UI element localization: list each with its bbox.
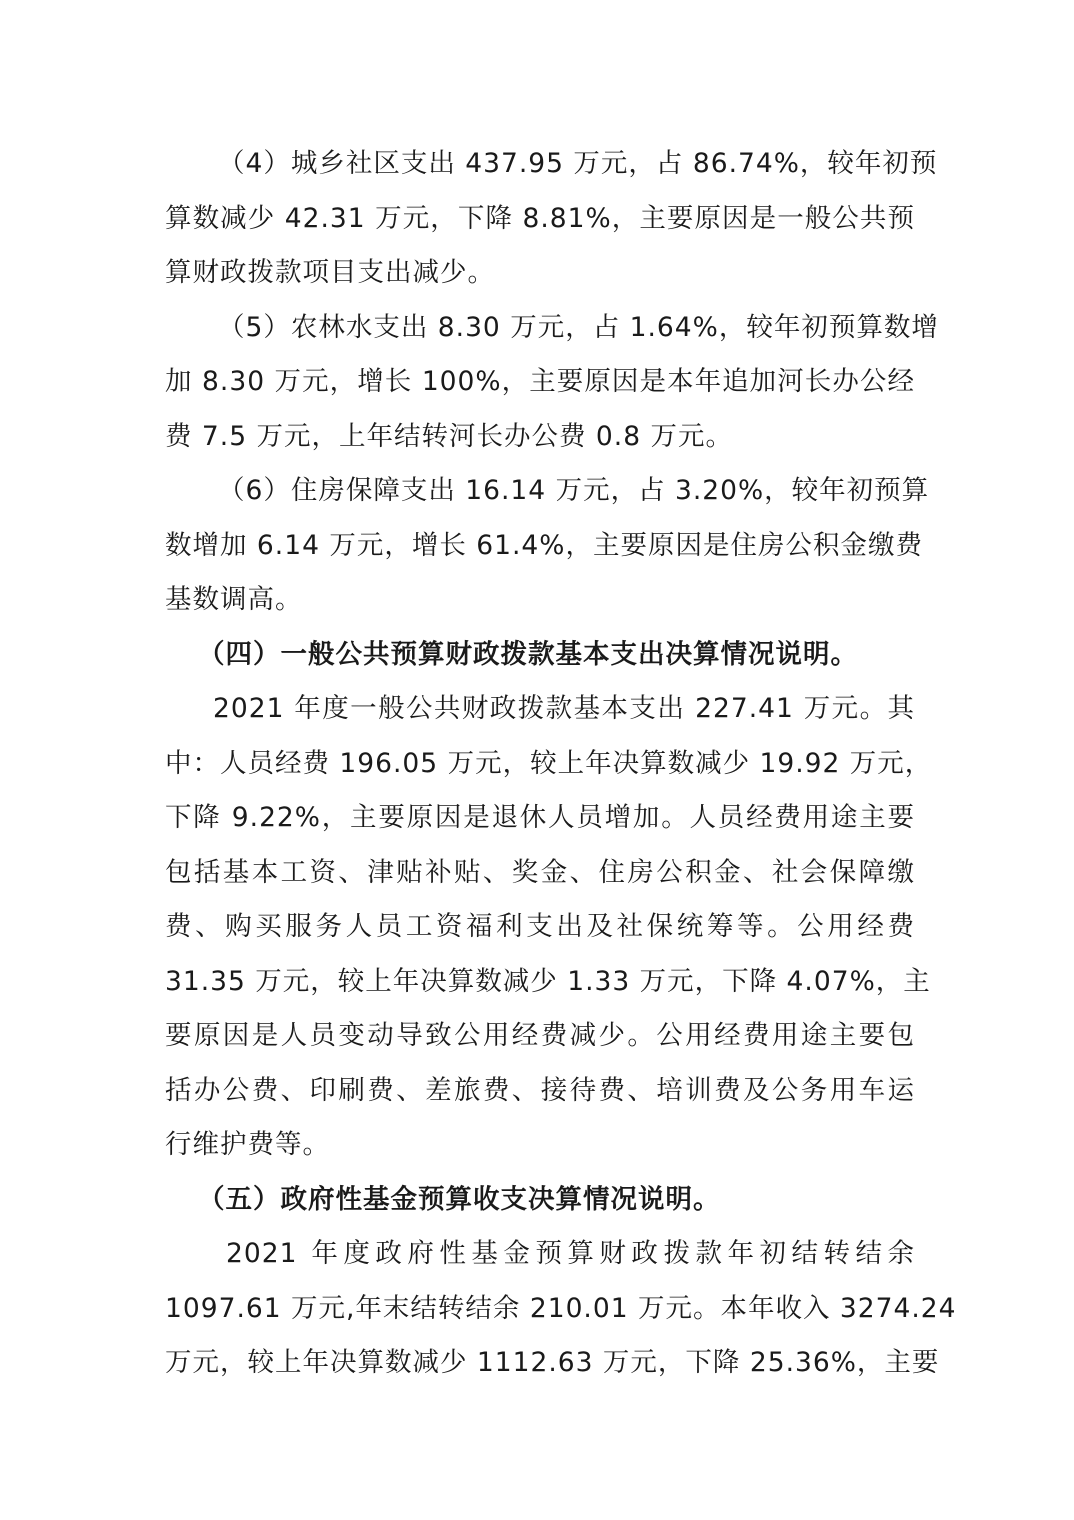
paragraph-line: 数增加 6.14 万元，增长 61.4%，主要原因是住房公积金缴费: [165, 530, 923, 561]
paragraph-line: 下降 9.22%，主要原因是退休人员增加。人员经费用途主要: [165, 802, 915, 833]
paragraph-line: 加 8.30 万元，增长 100%，主要原因是本年追加河长办公经: [165, 366, 915, 397]
paragraph-line: 中：人员经费 196.05 万元，较上年决算数减少 19.92 万元，: [165, 748, 933, 779]
paragraph-line: （6）住房保障支出 16.14 万元，占 3.20%，较年初预算: [218, 475, 930, 506]
paragraph-line: 基数调高。: [165, 584, 303, 615]
paragraph-line: 万元，较上年决算数减少 1112.63 万元，下降 25.36%，主要: [165, 1347, 940, 1378]
paragraph-line: （4）城乡社区支出 437.95 万元，占 86.74%，较年初预: [218, 148, 938, 179]
section-heading: （五）政府性基金预算收支决算情况说明。: [198, 1184, 721, 1215]
section-heading: （四）一般公共预算财政拨款基本支出决算情况说明。: [198, 639, 858, 670]
paragraph-line: 包括基本工资、津贴补贴、奖金、住房公积金、社会保障缴: [165, 857, 915, 888]
paragraph-line: 费 7.5 万元，上年结转河长办公费 0.8 万元。: [165, 421, 733, 452]
paragraph-line: 2021 年度政府性基金预算财政拨款年初结转结余: [226, 1238, 915, 1269]
paragraph-line: 31.35 万元，较上年决算数减少 1.33 万元，下降 4.07%，主: [165, 966, 931, 997]
paragraph-line: 行维护费等。: [165, 1129, 330, 1160]
paragraph-line: 括办公费、印刷费、差旅费、接待费、培训费及公务用车运: [165, 1075, 915, 1106]
paragraph-line: 要原因是人员变动导致公用经费减少。公用经费用途主要包: [165, 1020, 915, 1051]
paragraph-line: 费、购买服务人员工资福利支出及社保统筹等。公用经费: [165, 911, 915, 942]
paragraph-line: 算数减少 42.31 万元，下降 8.81%，主要原因是一般公共预: [165, 203, 915, 234]
paragraph-line: （5）农林水支出 8.30 万元，占 1.64%，较年初预算数增: [218, 312, 939, 343]
paragraph-line: 2021 年度一般公共财政拨款基本支出 227.41 万元。其: [213, 693, 915, 724]
paragraph-line: 算财政拨款项目支出减少。: [165, 257, 495, 288]
paragraph-line: 1097.61 万元,年末结转结余 210.01 万元。本年收入 3274.24: [165, 1293, 957, 1324]
